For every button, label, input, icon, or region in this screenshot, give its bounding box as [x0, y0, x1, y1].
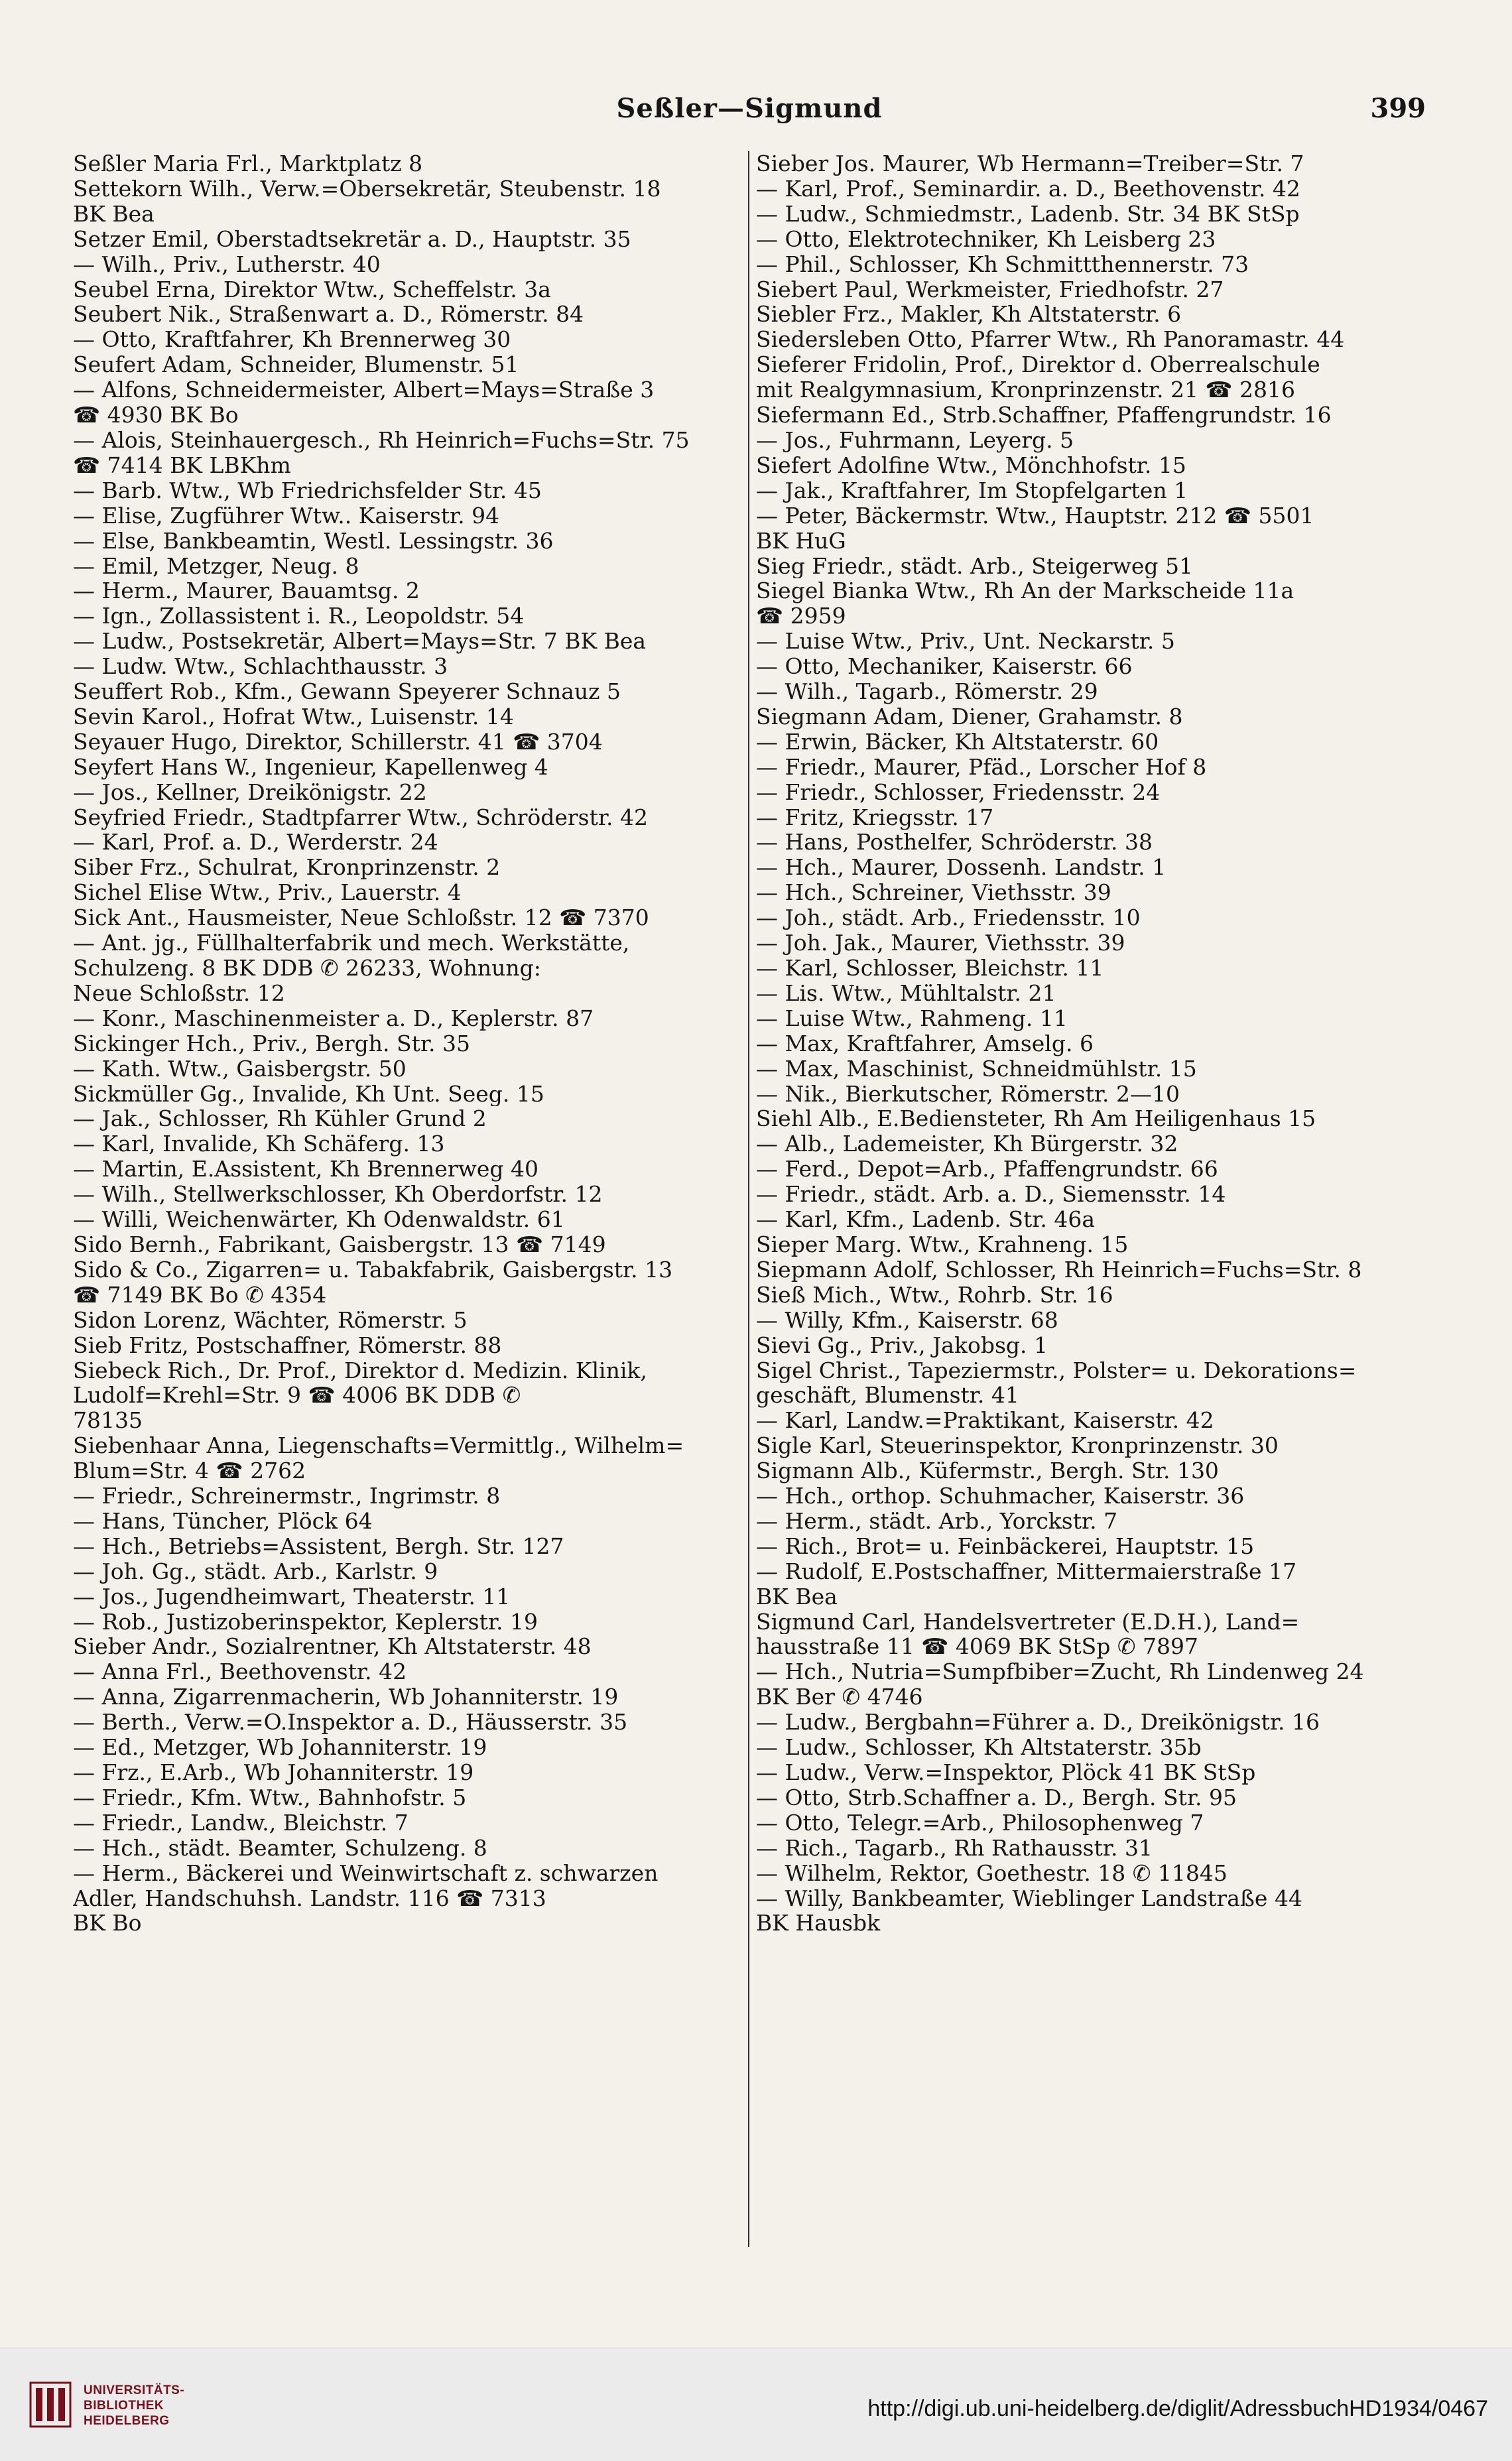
directory-entry: — Hch., Betriebs=Assistent, Bergh. Str. 127: [73, 1533, 564, 1559]
directory-entry: — Willy, Kfm., Kaiserstr. 68: [756, 1307, 1058, 1333]
directory-entry: — Alois, Steinhauergesch., Rh Heinrich=Fuchs=Str. 75: [73, 427, 690, 453]
directory-entry: — Jak., Schlosser, Rh Kühler Grund 2: [73, 1106, 487, 1132]
directory-entry: — Herm., Maurer, Bauamtsg. 2: [73, 578, 420, 604]
library-logo[interactable]: [29, 2376, 202, 2436]
library-logo-icon: [29, 2381, 72, 2428]
directory-entry: Siber Frz., Schulrat, Kronprinzenstr. 2: [73, 855, 501, 881]
directory-entry: Seyfried Friedr., Stadtpfarrer Wtw., Schröderstr. 42: [73, 804, 648, 830]
directory-entry: Sieferer Fridolin, Prof., Direktor d. Oberrealschule: [756, 352, 1320, 378]
directory-entry: — Joh. Gg., städt. Arb., Karlstr. 9: [73, 1558, 438, 1584]
library-logo-text: [84, 2383, 184, 2429]
directory-entry: Siebler Frz., Makler, Kh Altstaterstr. 6: [756, 302, 1182, 328]
directory-entry: — Otto, Mechaniker, Kaiserstr. 66: [756, 654, 1133, 680]
directory-entry: — Konr., Maschinenmeister a. D., Keplerstr. 87: [73, 1005, 594, 1031]
directory-entry: Sickinger Hch., Priv., Bergh. Str. 35: [73, 1031, 470, 1056]
directory-entry: Sido Bernh., Fabrikant, Gaisbergstr. 13 ☎ 7149: [73, 1231, 606, 1257]
directory-entry: — Fritz, Kriegsstr. 17: [756, 804, 994, 830]
directory-entry: — Friedr., städt. Arb. a. D., Siemensstr. 14: [756, 1182, 1226, 1208]
directory-entry: — Luise Wtw., Rahmeng. 11: [756, 1005, 1068, 1031]
directory-entry: — Wilhelm, Rektor, Goethestr. 18 ✆ 11845: [756, 1860, 1228, 1886]
directory-entry: — Berth., Verw.=O.Inspektor a. D., Häusserstr. 35: [73, 1710, 628, 1735]
directory-entry: Sieber Andr., Sozialrentner, Kh Altstaterstr. 48: [73, 1634, 592, 1660]
viewer-footer: [0, 2348, 1512, 2461]
directory-entry: Sieber Jos. Maurer, Wb Hermann=Treiber=Str. 7: [756, 151, 1304, 176]
directory-entry: — Herm., städt. Arb., Yorckstr. 7: [756, 1508, 1118, 1534]
directory-entry: — Jos., Kellner, Dreikönigstr. 22: [73, 779, 427, 805]
directory-entry: — Wilh., Priv., Lutherstr. 40: [73, 251, 381, 277]
directory-entry: — Wilh., Stellwerkschlosser, Kh Oberdorfstr. 12: [73, 1182, 603, 1208]
directory-entry: — Karl, Landw.=Praktikant, Kaiserstr. 42: [756, 1408, 1214, 1434]
directory-entry: — Joh. Jak., Maurer, Viethsstr. 39: [756, 930, 1125, 956]
directory-entry: — Karl, Prof. a. D., Werderstr. 24: [73, 830, 438, 855]
directory-entry: — Willy, Bankbeamter, Wieblinger Landstraße 44: [756, 1885, 1302, 1911]
directory-entry: Blum=Str. 4 ☎ 2762: [73, 1458, 306, 1484]
directory-entry: — Ludw., Schlosser, Kh Altstaterstr. 35b: [756, 1735, 1202, 1760]
directory-entry: — Karl, Kfm., Ladenb. Str. 46a: [756, 1207, 1096, 1232]
directory-entry: hausstraße 11 ☎ 4069 BK StSp ✆ 7897: [756, 1634, 1198, 1660]
directory-entry: — Hch., Maurer, Dossenh. Landstr. 1: [756, 855, 1166, 881]
directory-entry: Seufert Adam, Schneider, Blumenstr. 51: [73, 352, 519, 378]
directory-entry: Sigmund Carl, Handelsvertreter (E.D.H.), Land=: [756, 1609, 1300, 1635]
directory-entry: Siefert Adolfine Wtw., Mönchhofstr. 15: [756, 452, 1186, 478]
right-column: [756, 151, 1432, 1936]
directory-entry: — Otto, Kraftfahrer, Kh Brennerweg 30: [73, 327, 511, 353]
directory-entry: ☎ 7414 BK LBKhm: [73, 452, 291, 478]
directory-entry: — Friedr., Schlosser, Friedensstr. 24: [756, 779, 1161, 805]
page-title: Seßler—Sigmund: [616, 93, 883, 124]
directory-entry: — Max, Maschinist, Schneidmühlstr. 15: [756, 1056, 1197, 1082]
directory-entry: — Jak., Kraftfahrer, Im Stopfelgarten 1: [756, 477, 1188, 503]
directory-entry: Seyauer Hugo, Direktor, Schillerstr. 41 ☎ 3704: [73, 729, 603, 755]
directory-entry: geschäft, Blumenstr. 41: [756, 1383, 1019, 1409]
directory-entry: Settekorn Wilh., Verw.=Obersekretär, Steubenstr. 18: [73, 176, 661, 202]
directory-entry: — Rich., Tagarb., Rh Rathausstr. 31: [756, 1835, 1153, 1861]
directory-entry: Ludolf=Krehl=Str. 9 ☎ 4006 BK DDB ✆: [73, 1383, 521, 1409]
column-divider: [748, 151, 749, 2247]
directory-entry: — Elise, Zugführer Wtw.. Kaiserstr. 94: [73, 503, 500, 529]
directory-entry: — Anna, Zigarrenmacherin, Wb Johanniterstr. 19: [73, 1684, 619, 1710]
directory-entry: Sigmann Alb., Küfermstr., Bergh. Str. 130: [756, 1458, 1219, 1484]
directory-entry: — Karl, Prof., Seminardir. a. D., Beethovenstr. 42: [756, 176, 1300, 202]
directory-entry: — Ferd., Depot=Arb., Pfaffengrundstr. 66: [756, 1157, 1218, 1182]
directory-entry: — Ludw., Schmiedmstr., Ladenb. Str. 34 BK StSp: [756, 201, 1300, 227]
directory-entry: Seßler Maria Frl., Marktplatz 8: [73, 151, 423, 176]
directory-entry: — Ed., Metzger, Wb Johanniterstr. 19: [73, 1735, 487, 1760]
left-column: [73, 151, 749, 1936]
directory-entry: — Hch., städt. Beamter, Schulzeng. 8: [73, 1835, 487, 1861]
directory-entry: — Phil., Schlosser, Kh Schmittthennerstr. 73: [756, 251, 1249, 277]
directory-entry: — Rob., Justizoberinspektor, Keplerstr. 19: [73, 1609, 538, 1635]
directory-entry: — Joh., städt. Arb., Friedensstr. 10: [756, 905, 1141, 931]
directory-entry: — Friedr., Schreinermstr., Ingrimstr. 8: [73, 1483, 501, 1509]
directory-entry: Siebenhaar Anna, Liegenschafts=Vermittlg., Wilhelm=: [73, 1433, 684, 1459]
directory-entry: — Otto, Telegr.=Arb., Philosophenweg 7: [756, 1810, 1204, 1836]
directory-entry: Siegmann Adam, Diener, Grahamstr. 8: [756, 704, 1183, 729]
directory-entry: Seuffert Rob., Kfm., Gewann Speyerer Schnauz 5: [73, 679, 621, 704]
directory-entry: — Jos., Fuhrmann, Leyerg. 5: [756, 427, 1074, 453]
directory-entry: Sieper Marg. Wtw., Krahneng. 15: [756, 1231, 1129, 1257]
directory-entry: 78135: [73, 1408, 143, 1434]
directory-entry: — Rich., Brot= u. Feinbäckerei, Hauptstr. 15: [756, 1533, 1255, 1559]
directory-entry: Siehl Alb., E.Bediensteter, Rh Am Heiligenhaus 15: [756, 1106, 1316, 1132]
directory-entry: — Otto, Elektrotechniker, Kh Leisberg 23: [756, 226, 1216, 252]
directory-entry: Seubel Erna, Direktor Wtw., Scheffelstr. 3a: [73, 277, 551, 302]
directory-entry: BK Bea: [73, 201, 155, 227]
page-number: 399: [1370, 93, 1426, 124]
directory-entry: — Wilh., Tagarb., Römerstr. 29: [756, 679, 1098, 704]
directory-entry: — Hch., orthop. Schuhmacher, Kaiserstr. 36: [756, 1483, 1245, 1509]
directory-entry: — Ludw., Bergbahn=Führer a. D., Dreikönigstr. 16: [756, 1710, 1320, 1735]
directory-entry: — Nik., Bierkutscher, Römerstr. 2—10: [756, 1081, 1180, 1107]
directory-entry: Siepmann Adolf, Schlosser, Rh Heinrich=Fuchs=Str. 8: [756, 1257, 1362, 1283]
directory-entry: — Hans, Posthelfer, Schröderstr. 38: [756, 830, 1153, 855]
directory-entry: — Barb. Wtw., Wb Friedrichsfelder Str. 45: [73, 477, 542, 503]
directory-entry: — Anna Frl., Beethovenstr. 42: [73, 1659, 407, 1685]
directory-entry: BK Ber ✆ 4746: [756, 1684, 923, 1710]
directory-entry: Sevin Karol., Hofrat Wtw., Luisenstr. 14: [73, 704, 514, 729]
directory-entry: Neue Schloßstr. 12: [73, 980, 285, 1006]
directory-entry: Seyfert Hans W., Ingenieur, Kapellenweg 4: [73, 754, 548, 780]
directory-entry: Adler, Handschuhsh. Landstr. 116 ☎ 7313: [73, 1885, 546, 1911]
directory-entry: — Lis. Wtw., Mühltalstr. 21: [756, 980, 1056, 1006]
directory-entry: Sieg Friedr., städt. Arb., Steigerweg 51: [756, 553, 1194, 579]
directory-entry: ☎ 4930 BK Bo: [73, 403, 239, 428]
directory-entry: BK Bea: [756, 1584, 838, 1609]
directory-entry: Siegel Bianka Wtw., Rh An der Markscheide 11a: [756, 578, 1294, 604]
directory-entry: Siebeck Rich., Dr. Prof., Direktor d. Medizin. Klinik,: [73, 1357, 647, 1383]
logo-line: BIBLIOTHEK: [84, 2399, 164, 2413]
directory-entry: — Willi, Weichenwärter, Kh Odenwaldstr. 61: [73, 1207, 565, 1232]
directory-entry: — Karl, Schlosser, Bleichstr. 11: [756, 956, 1104, 981]
directory-entry: — Ludw., Verw.=Inspektor, Plöck 41 BK StSp: [756, 1760, 1256, 1785]
directory-entry: — Else, Bankbeamtin, Westl. Lessingstr. 36: [73, 528, 554, 554]
directory-entry: Sichel Elise Wtw., Priv., Lauerstr. 4: [73, 880, 462, 906]
directory-entry: Sidon Lorenz, Wächter, Römerstr. 5: [73, 1307, 468, 1333]
directory-entry: — Ant. jg., Füllhalterfabrik und mech. Werkstätte,: [73, 930, 630, 956]
directory-entry: BK Bo: [73, 1911, 142, 1936]
directory-entry: Sick Ant., Hausmeister, Neue Schloßstr. 12 ☎ 7370: [73, 905, 649, 931]
directory-entry: Sieb Fritz, Postschaffner, Römerstr. 88: [73, 1332, 502, 1358]
directory-entry: — Karl, Invalide, Kh Schäferg. 13: [73, 1131, 445, 1157]
logo-line: UNIVERSITÄTS-: [84, 2383, 185, 2397]
directory-entry: Sigle Karl, Steuerinspektor, Kronprinzenstr. 30: [756, 1433, 1279, 1459]
directory-entry: — Frz., E.Arb., Wb Johanniterstr. 19: [73, 1760, 474, 1785]
logo-line: HEIDELBERG: [84, 2414, 170, 2428]
directory-entry: Sievi Gg., Priv., Jakobsg. 1: [756, 1332, 1048, 1358]
directory-entry: — Hch., Schreiner, Viethsstr. 39: [756, 880, 1111, 906]
directory-entry: Sido & Co., Zigarren= u. Tabakfabrik, Gaisbergstr. 13: [73, 1257, 673, 1283]
directory-entry: — Ludw. Wtw., Schlachthausstr. 3: [73, 654, 448, 680]
directory-entry: — Friedr., Maurer, Pfäd., Lorscher Hof 8: [756, 754, 1207, 780]
directory-entry: Schulzeng. 8 BK DDB ✆ 26233, Wohnung:: [73, 956, 541, 981]
directory-entry: mit Realgymnasium, Kronprinzenstr. 21 ☎ 2816: [756, 377, 1296, 403]
directory-entry: Siedersleben Otto, Pfarrer Wtw., Rh Panoramastr. 44: [756, 327, 1345, 353]
directory-entry: — Kath. Wtw., Gaisbergstr. 50: [73, 1056, 407, 1082]
directory-entry: — Jos., Jugendheimwart, Theaterstr. 11: [73, 1584, 511, 1609]
directory-entry: — Friedr., Kfm. Wtw., Bahnhofstr. 5: [73, 1785, 467, 1810]
directory-entry: BK Hausbk: [756, 1911, 881, 1936]
directory-entry: — Hch., Nutria=Sumpfbiber=Zucht, Rh Lindenweg 24: [756, 1659, 1364, 1685]
directory-entry: — Erwin, Bäcker, Kh Altstaterstr. 60: [756, 729, 1159, 755]
directory-entry: Siebert Paul, Werkmeister, Friedhofstr. 27: [756, 277, 1224, 302]
directory-entry: — Ign., Zollassistent i. R., Leopoldstr. 54: [73, 603, 525, 629]
directory-entry: Sickmüller Gg., Invalide, Kh Unt. Seeg. 15: [73, 1081, 544, 1107]
directory-entry: BK HuG: [756, 528, 846, 554]
directory-entry: — Herm., Bäckerei und Weinwirtschaft z. schwarzen: [73, 1860, 659, 1886]
directory-entry: Sigel Christ., Tapeziermstr., Polster= u. Dekorations=: [756, 1357, 1357, 1383]
directory-entry: — Friedr., Landw., Bleichstr. 7: [73, 1810, 409, 1836]
directory-entry: Seubert Nik., Straßenwart a. D., Römerstr. 84: [73, 302, 584, 328]
directory-entry: ☎ 7149 BK Bo ✆ 4354: [73, 1282, 327, 1308]
directory-entry: — Peter, Bäckermstr. Wtw., Hauptstr. 212 ☎ 5501: [756, 503, 1314, 529]
directory-entry: Siefermann Ed., Strb.Schaffner, Pfaffengrundstr. 16: [756, 403, 1332, 428]
directory-entry: Sieß Mich., Wtw., Rohrb. Str. 16: [756, 1282, 1113, 1308]
directory-entry: — Hans, Tüncher, Plöck 64: [73, 1508, 373, 1534]
directory-entry: — Ludw., Postsekretär, Albert=Mays=Str. 7 BK Bea: [73, 629, 647, 655]
directory-entry: ☎ 2959: [756, 603, 846, 629]
directory-entry: — Otto, Strb.Schaffner a. D., Bergh. Str. 95: [756, 1785, 1237, 1810]
source-url-link[interactable]: http://digi.ub.uni-heidelberg.de/diglit/AdressbuchHD1934/0467: [867, 2396, 1488, 2421]
directory-entry: — Alfons, Schneidermeister, Albert=Mays=Straße 3: [73, 377, 655, 403]
page-header: [73, 93, 1426, 133]
directory-entry: — Martin, E.Assistent, Kh Brennerweg 40: [73, 1157, 538, 1182]
directory-entry: — Emil, Metzger, Neug. 8: [73, 553, 359, 579]
directory-entry: — Luise Wtw., Priv., Unt. Neckarstr. 5: [756, 629, 1175, 655]
directory-entry: Setzer Emil, Oberstadtsekretär a. D., Hauptstr. 35: [73, 226, 631, 252]
directory-entry: — Rudolf, E.Postschaffner, Mittermaierstraße 17: [756, 1558, 1297, 1584]
directory-entry: — Max, Kraftfahrer, Amselg. 6: [756, 1031, 1094, 1056]
directory-entry: — Alb., Lademeister, Kh Bürgerstr. 32: [756, 1131, 1178, 1157]
